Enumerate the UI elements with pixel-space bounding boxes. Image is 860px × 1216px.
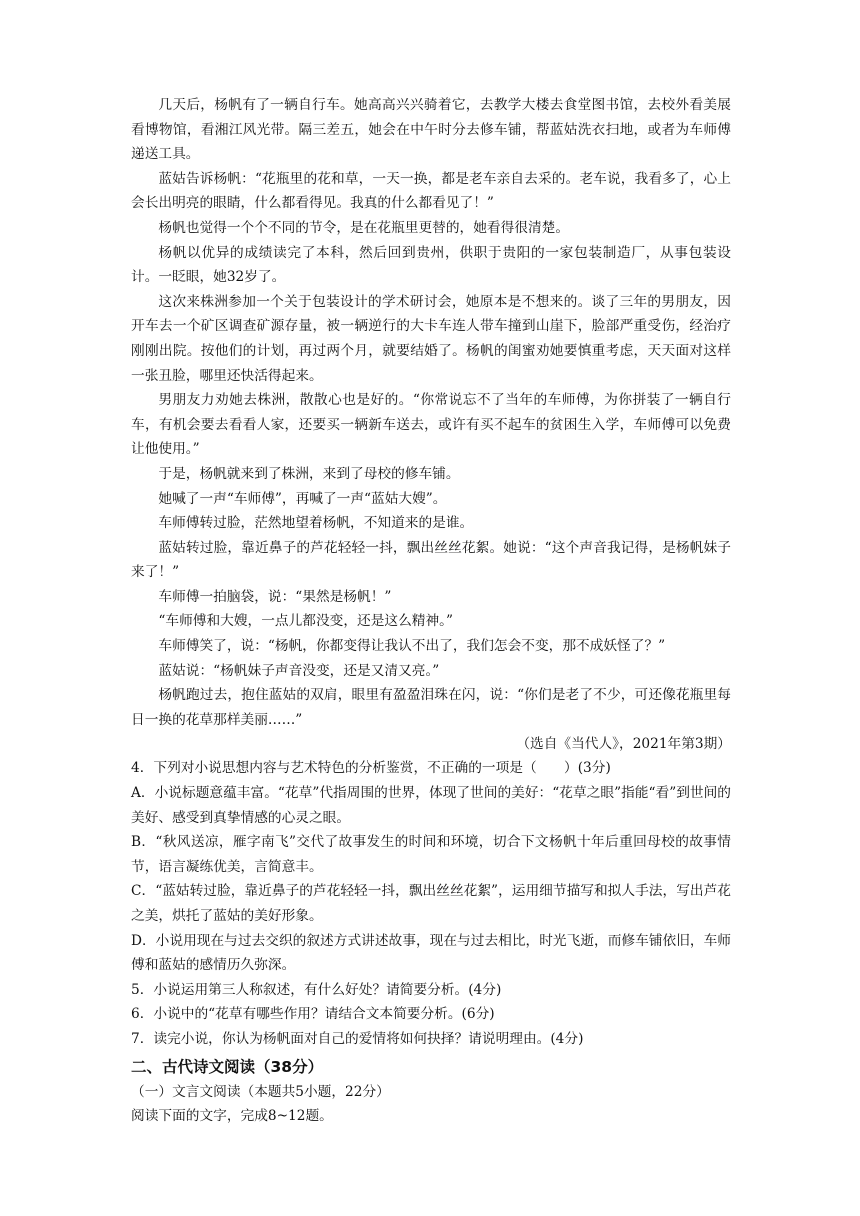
story-paragraph: 她喊了一声“车师傅”，再喊了一声“蓝姑大嫂”。 xyxy=(158,490,447,507)
story-paragraph: 杨帆也觉得一个个不同的节令，是在花瓶里更替的，她看得很清楚。 xyxy=(158,219,570,236)
option-c: C．“蓝姑转过脸，靠近鼻子的芦花轻轻一抖，飘出丝丝花絮”，运用细节描写和拟人手法，写出芦花之美，烘托了蓝姑的美好形象。 xyxy=(131,883,731,924)
story-paragraph: 杨帆以优异的成绩读完了本科，然后回到贵州，供职于贵阳的一家包装制造厂，从事包装设计。一眨眼，她32岁了。 xyxy=(131,244,731,286)
section-title: 二、古代诗文阅读（38分） xyxy=(131,1057,324,1076)
option-b: B．“秋风送凉，雁字南飞”交代了故事发生的时间和环境，切合下文杨帆十年后重回母校的故事情节，语言凝练优美，言简意丰。 xyxy=(131,834,731,875)
story-text xyxy=(131,93,731,732)
story-paragraph: 杨帆跑过去，抱住蓝姑的双肩，眼里有盈盈泪珠在闪，说：“你们是老了不少，可还像花瓶里每日一换的花草那样美丽……” xyxy=(131,687,731,728)
question-7: 7．读完小说，你认为杨帆面对自己的爱情将如何抉择？请说明理由。(4分) xyxy=(131,1030,584,1047)
story-paragraph: 蓝姑告诉杨帆：“花瓶里的花和草，一天一换，都是老车亲自去采的。老车说，我看多了，心上会长出明亮的眼睛，什么都看得见。我真的什么都看见了！” xyxy=(131,170,731,212)
instruction-text: 阅读下面的文字，完成8~12题。 xyxy=(131,1107,333,1124)
option-a: A．小说标题意蕴丰富。“花草”代指周围的世界，体现了世间的美好：“花草之眼”指能“看”到世间的美好、感受到真挚情感的心灵之眼。 xyxy=(131,785,731,826)
story-paragraph: 这次来株洲参加一个关于包装设计的学术研讨会，她原本是不想来的。谈了三年的男朋友，因开车去一个矿区调查矿源存量，被一辆逆行的大卡车连人带车撞到山崖下，脸部严重受伤，经治疗刚刚出院。按他们的计划，再过两个月，就要结婚了。杨帆的闺蜜劝她要慎重考虑，天天面对这样一张丑脸，哪里还快活得起来。 xyxy=(131,293,731,384)
story-paragraph: 男朋友力劝她去株洲，散散心也是好的。“你常说忘不了当年的车师傅，为你拼装了一辆自行车，有机会要去看看人家，还要买一辆新车送去，或许有买不起车的贫困生入学，车师傅可以免费让他使用。” xyxy=(131,392,731,458)
question-6: 6．小说中的“花草有哪些作用？请结合文本简要分析。(6分) xyxy=(131,1006,495,1023)
story-paragraph: 几天后，杨帆有了一辆自行车。她高高兴兴骑着它，去教学大楼去食堂图书馆，去校外看美展看博物馆，看湘江风光带。隔三差五，她会在中午时分去修车铺，帮蓝姑洗衣扫地，或者为车师傅递送工具。 xyxy=(131,97,731,163)
questions xyxy=(131,756,731,1051)
story-paragraph: 车师傅笑了，说：“杨帆，你都变得让我认不出了，我们怎会不变，那不成妖怪了？” xyxy=(158,638,666,655)
story-paragraph: 蓝姑转过脸，靠近鼻子的芦花轻轻一抖，飘出丝丝花絮。她说：“这个声音我记得，是杨帆妹子来了！” xyxy=(131,539,731,581)
document-page xyxy=(131,93,731,1128)
source-citation: （选自《当代人》，2021年第3期） xyxy=(516,736,731,753)
option-d: D．小说用现在与过去交织的叙述方式讲述故事，现在与过去相比，时光飞逝，而修车铺依旧，车师傅和蓝姑的感情历久弥深。 xyxy=(131,932,731,974)
story-paragraph: “车师傅和大嫂，一点儿都没变，还是这么精神。” xyxy=(158,613,453,630)
story-paragraph: 车师傅一拍脑袋，说：“果然是杨帆！” xyxy=(158,588,392,605)
question-5: 5．小说运用第三人称叙述，有什么好处？请简要分析。(4分) xyxy=(131,981,502,998)
subsection-title: （一）文言文阅读（本题共5小题，22分） xyxy=(131,1083,390,1100)
question-4: 4．下列对小说思想内容与艺术特色的分析鉴赏，不正确的一项是（ ）(3分) xyxy=(131,760,611,777)
story-paragraph: 于是，杨帆就来到了株洲，来到了母校的修车铺。 xyxy=(158,465,460,482)
story-paragraph: 蓝姑说：“杨帆妹子声音没变，还是又清又亮。” xyxy=(158,662,440,679)
story-paragraph: 车师傅转过脸，茫然地望着杨帆，不知道来的是谁。 xyxy=(158,515,474,532)
